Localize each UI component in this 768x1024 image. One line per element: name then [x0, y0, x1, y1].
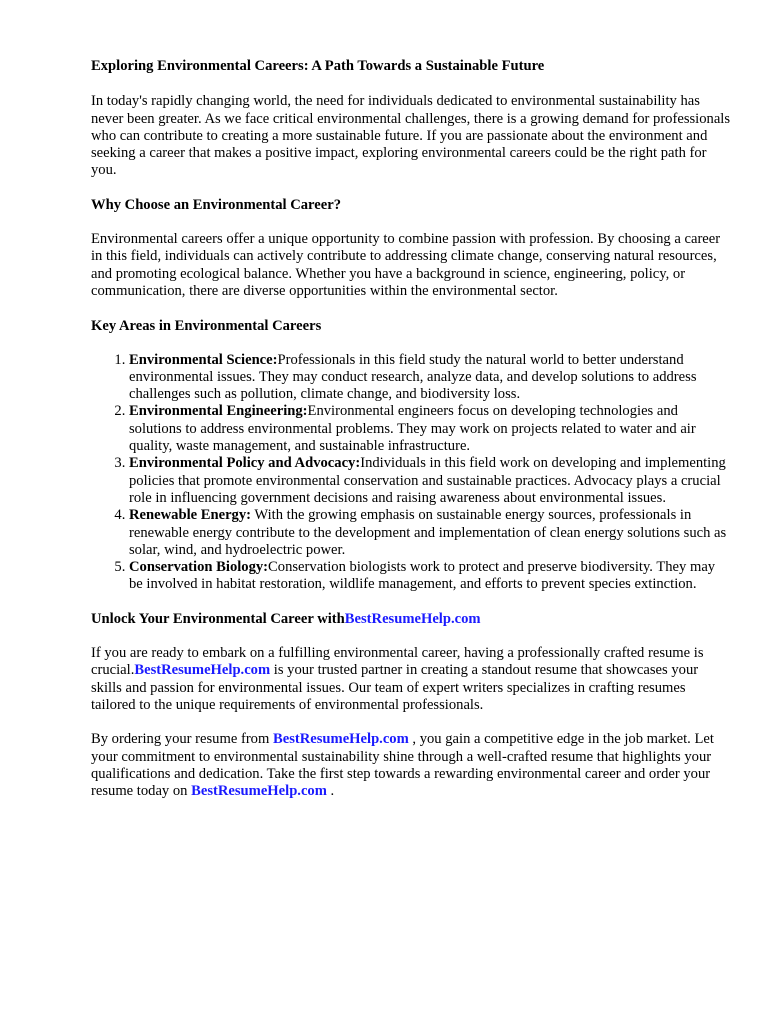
list-item-term: Environmental Policy and Advocacy:: [129, 455, 361, 472]
list-item: [129, 455, 731, 507]
key-areas-list: [91, 352, 731, 594]
list-item-text: Professionals in this field study the natural world to better understand environmental issues. They may conduct research, analyze data, and develop solutions to address challenges such as pollution, climate change, and biodiversity loss.: [129, 351, 697, 403]
bestresumehelp-link[interactable]: BestResumeHelp.com: [191, 783, 327, 800]
ordering-paragraph: [91, 731, 731, 800]
list-item-term: Environmental Science:: [129, 351, 278, 368]
section-heading-why: Why Choose an Environmental Career?: [91, 196, 341, 213]
document-title: Exploring Environmental Careers: A Path Towards a Sustainable Future: [91, 58, 545, 74]
unlock-text-before: If you are ready to embark on a fulfilling environmental career, having a professionally crafted resume is crucial.: [91, 645, 704, 679]
list-item-text: With the growing emphasis on sustainable energy sources, professionals in renewable energy contribute to the development and implementation of clean energy solutions such as solar, wind, and hydroelectric power.: [129, 507, 727, 558]
list-item: [129, 352, 731, 404]
document-page: [91, 58, 731, 800]
list-item-term: Environmental Engineering:: [129, 403, 308, 420]
bestresumehelp-link[interactable]: BestResumeHelp.com: [272, 731, 409, 748]
list-item-text: Individuals in this field work on developing and implementing policies that promote environmental conservation and sustainable practices. Advocacy plays a crucial role in influencing government decisions and raising awareness about environmental issues.: [129, 455, 726, 506]
list-item: [129, 507, 731, 559]
ordering-text-after: .: [326, 783, 335, 800]
list-item: [129, 559, 731, 594]
section-heading-unlock: [91, 611, 731, 628]
list-item-term: Renewable Energy:: [129, 507, 252, 524]
intro-paragraph: In today's rapidly changing world, the need for individuals dedicated to environmental sustainability has never been greater. As we face critical environmental challenges, there is a growing demand for professionals who can contribute to creating a more sustainable future. If you are passionate about the environment and seeking a career that makes a positive impact, exploring environmental careers could be the right path for you.: [91, 93, 731, 179]
list-item-term: Conservation Biology:: [129, 559, 269, 576]
section-heading-key-areas: Key Areas in Environmental Careers: [91, 318, 322, 335]
unlock-paragraph: [91, 645, 731, 714]
why-paragraph: Environmental careers offer a unique opportunity to combine passion with profession. By choosing a career in this field, individuals can actively contribute to addressing climate change, conserving natural resources, and promoting ecological balance. Whether you have a background in science, engineering, policy, or communication, there are diverse opportunities within the environmental sector.: [91, 231, 721, 299]
bestresumehelp-link[interactable]: BestResumeHelp.com: [134, 662, 271, 679]
ordering-text-before: By ordering your resume from: [91, 731, 273, 748]
unlock-text-after: is your trusted partner in creating a standout resume that showcases your skills and passion for environmental issues. Our team of expert writers specializes in crafting resumes tailored to the unique requirements of environmental professionals.: [91, 662, 699, 713]
list-item-text: Environmental engineers focus on developing technologies and solutions to address environmental problems. They may work on projects related to water and air quality, waste management, and sustainable infrastructure.: [129, 403, 696, 455]
bestresumehelp-link[interactable]: BestResumeHelp.com: [344, 610, 481, 627]
list-item-text: Conservation biologists work to protect and preserve biodiversity. They may be involved in habitat restoration, wildlife management, and efforts to prevent species extinction.: [129, 559, 716, 593]
list-item: [129, 403, 731, 455]
ordering-text-middle: , you gain a competitive edge in the job market. Let your commitment to environmental sustainability shine through a well-crafted resume that highlights your qualifications and dedication. Take the first step towards a rewarding environmental career and order your resume today on: [91, 731, 714, 800]
unlock-heading-text: Unlock Your Environmental Career with: [91, 610, 345, 627]
